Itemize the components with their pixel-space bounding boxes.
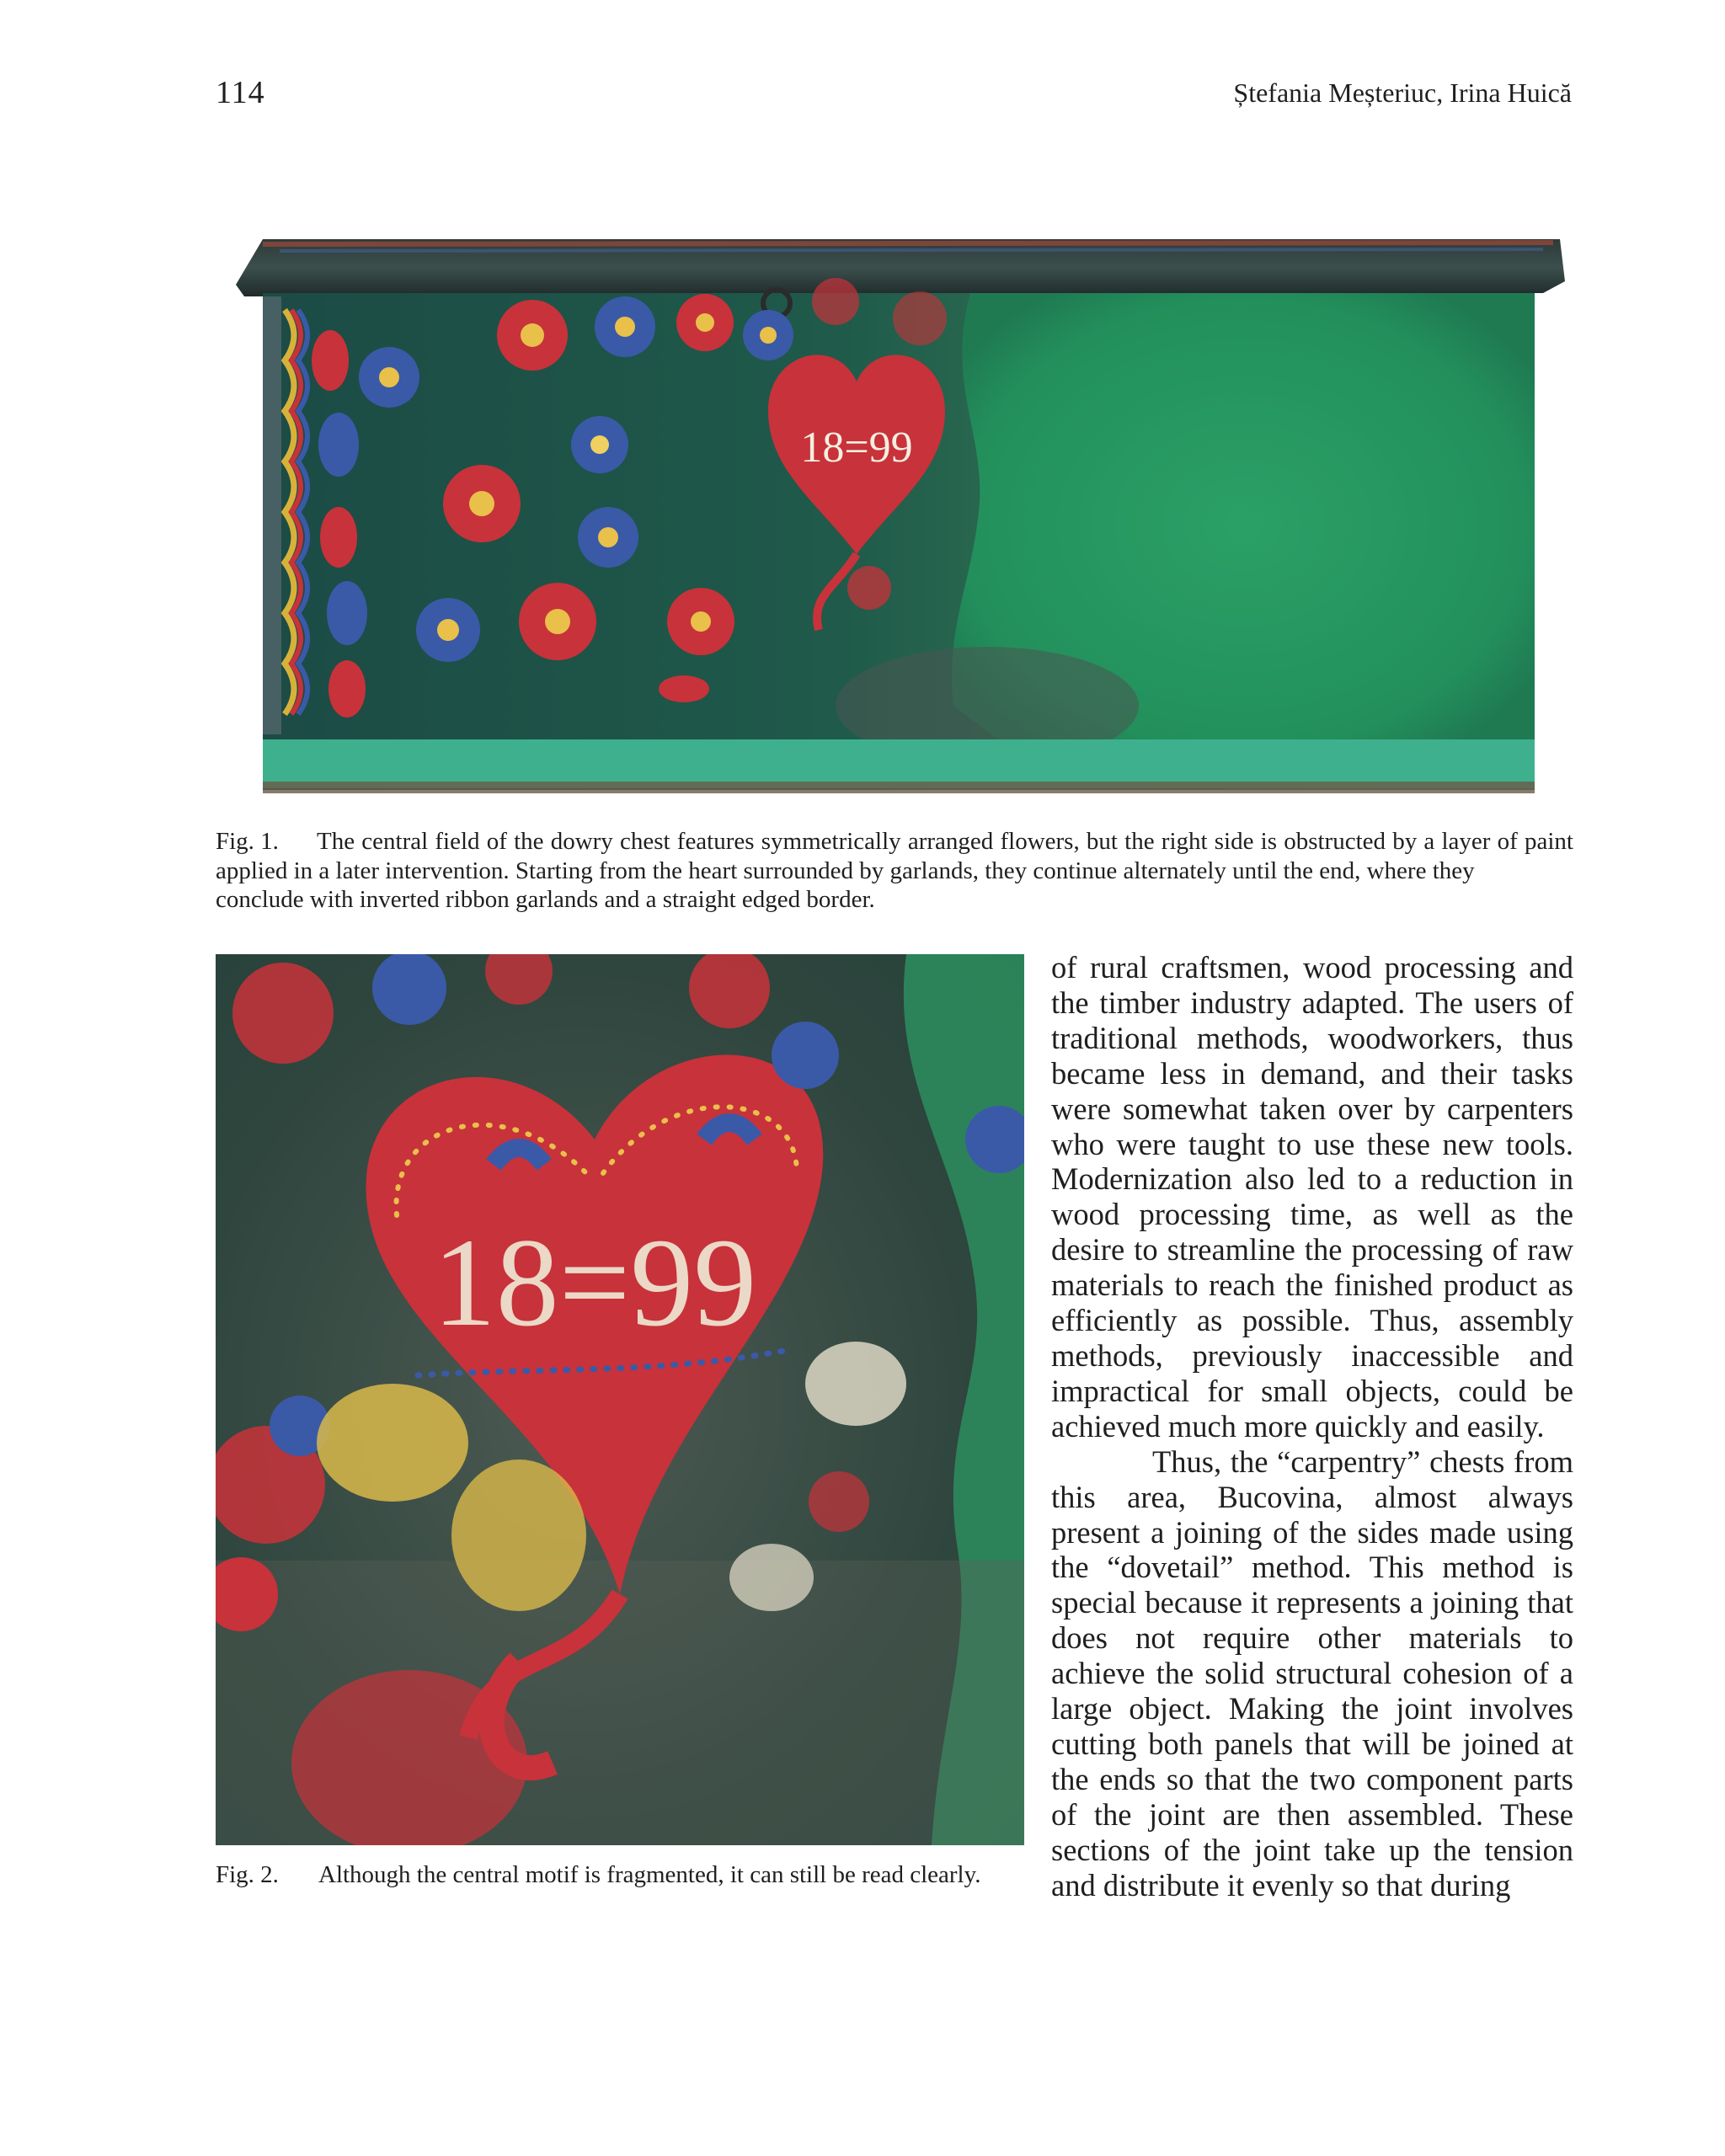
chest-lid (236, 239, 1565, 296)
figure-2-label: Fig. 2. (216, 1861, 279, 1888)
body-paragraph-2: Thus, the “carpentry” chests from this area, Bucovina, almost always present a joining of the sides made using the “dovetail” method. This method is special because it represents a joining that does not require other materials to achieve the solid structural cohesion of a large object. Making the joint involves cutting both panels that will be joined at the ends so that the two component parts of the joint are then assembled. These sections of the joint take up the tension and distribute it evenly so that during (1051, 1444, 1573, 1903)
dowry-chest-illustration (229, 234, 1565, 805)
heart-date-text: 18=99 (800, 424, 913, 472)
figure-1-label: Fig. 1. (216, 828, 279, 855)
figure-2-caption (216, 1860, 1024, 1890)
body-text-column (1051, 950, 1573, 1903)
figure-2-caption-text: Although the central motif is fragmented, it can still be read clearly. (318, 1861, 981, 1888)
running-head (216, 74, 1572, 115)
chest-bottom-board (263, 739, 1535, 788)
figure-2-heart-detail-photo (216, 954, 1024, 1845)
running-head-authors: Ștefania Meșteriuc, Irina Huică (1233, 77, 1572, 108)
figure-1-caption-text: The central field of the dowry chest features symmetrically arranged flowers, but the right side is obstructed by a layer of paint applied in a later intervention. Starting from the heart surrounded by garlands, they continue alternately until the end, where they (216, 828, 1573, 884)
page-number: 114 (216, 75, 265, 110)
figure-1-dowry-chest-photo (229, 234, 1565, 805)
heart-detail-illustration (216, 954, 1024, 1845)
detail-heart-date-text: 18=99 (432, 1213, 757, 1353)
figure-1-caption (216, 827, 1573, 943)
figure-1-caption-last-line: conclude with inverted ribbon garlands and a straight edged border. (216, 886, 875, 913)
body-paragraph-1: of rural craftsmen, wood processing and the timber industry adapted. The users of traditional methods, woodworkers, thus became less in demand, and their tasks were somewhat taken over by carpenters who were taught to use these new tools. Modernization also led to a reduction in wood processing time, as well as the desire to streamline the processing of raw materials to reach the finished product as efficiently as possible. Thus, assembly methods, previously inaccessible and impractical for small objects, could be achieved much more quickly and easily. (1051, 950, 1573, 1444)
